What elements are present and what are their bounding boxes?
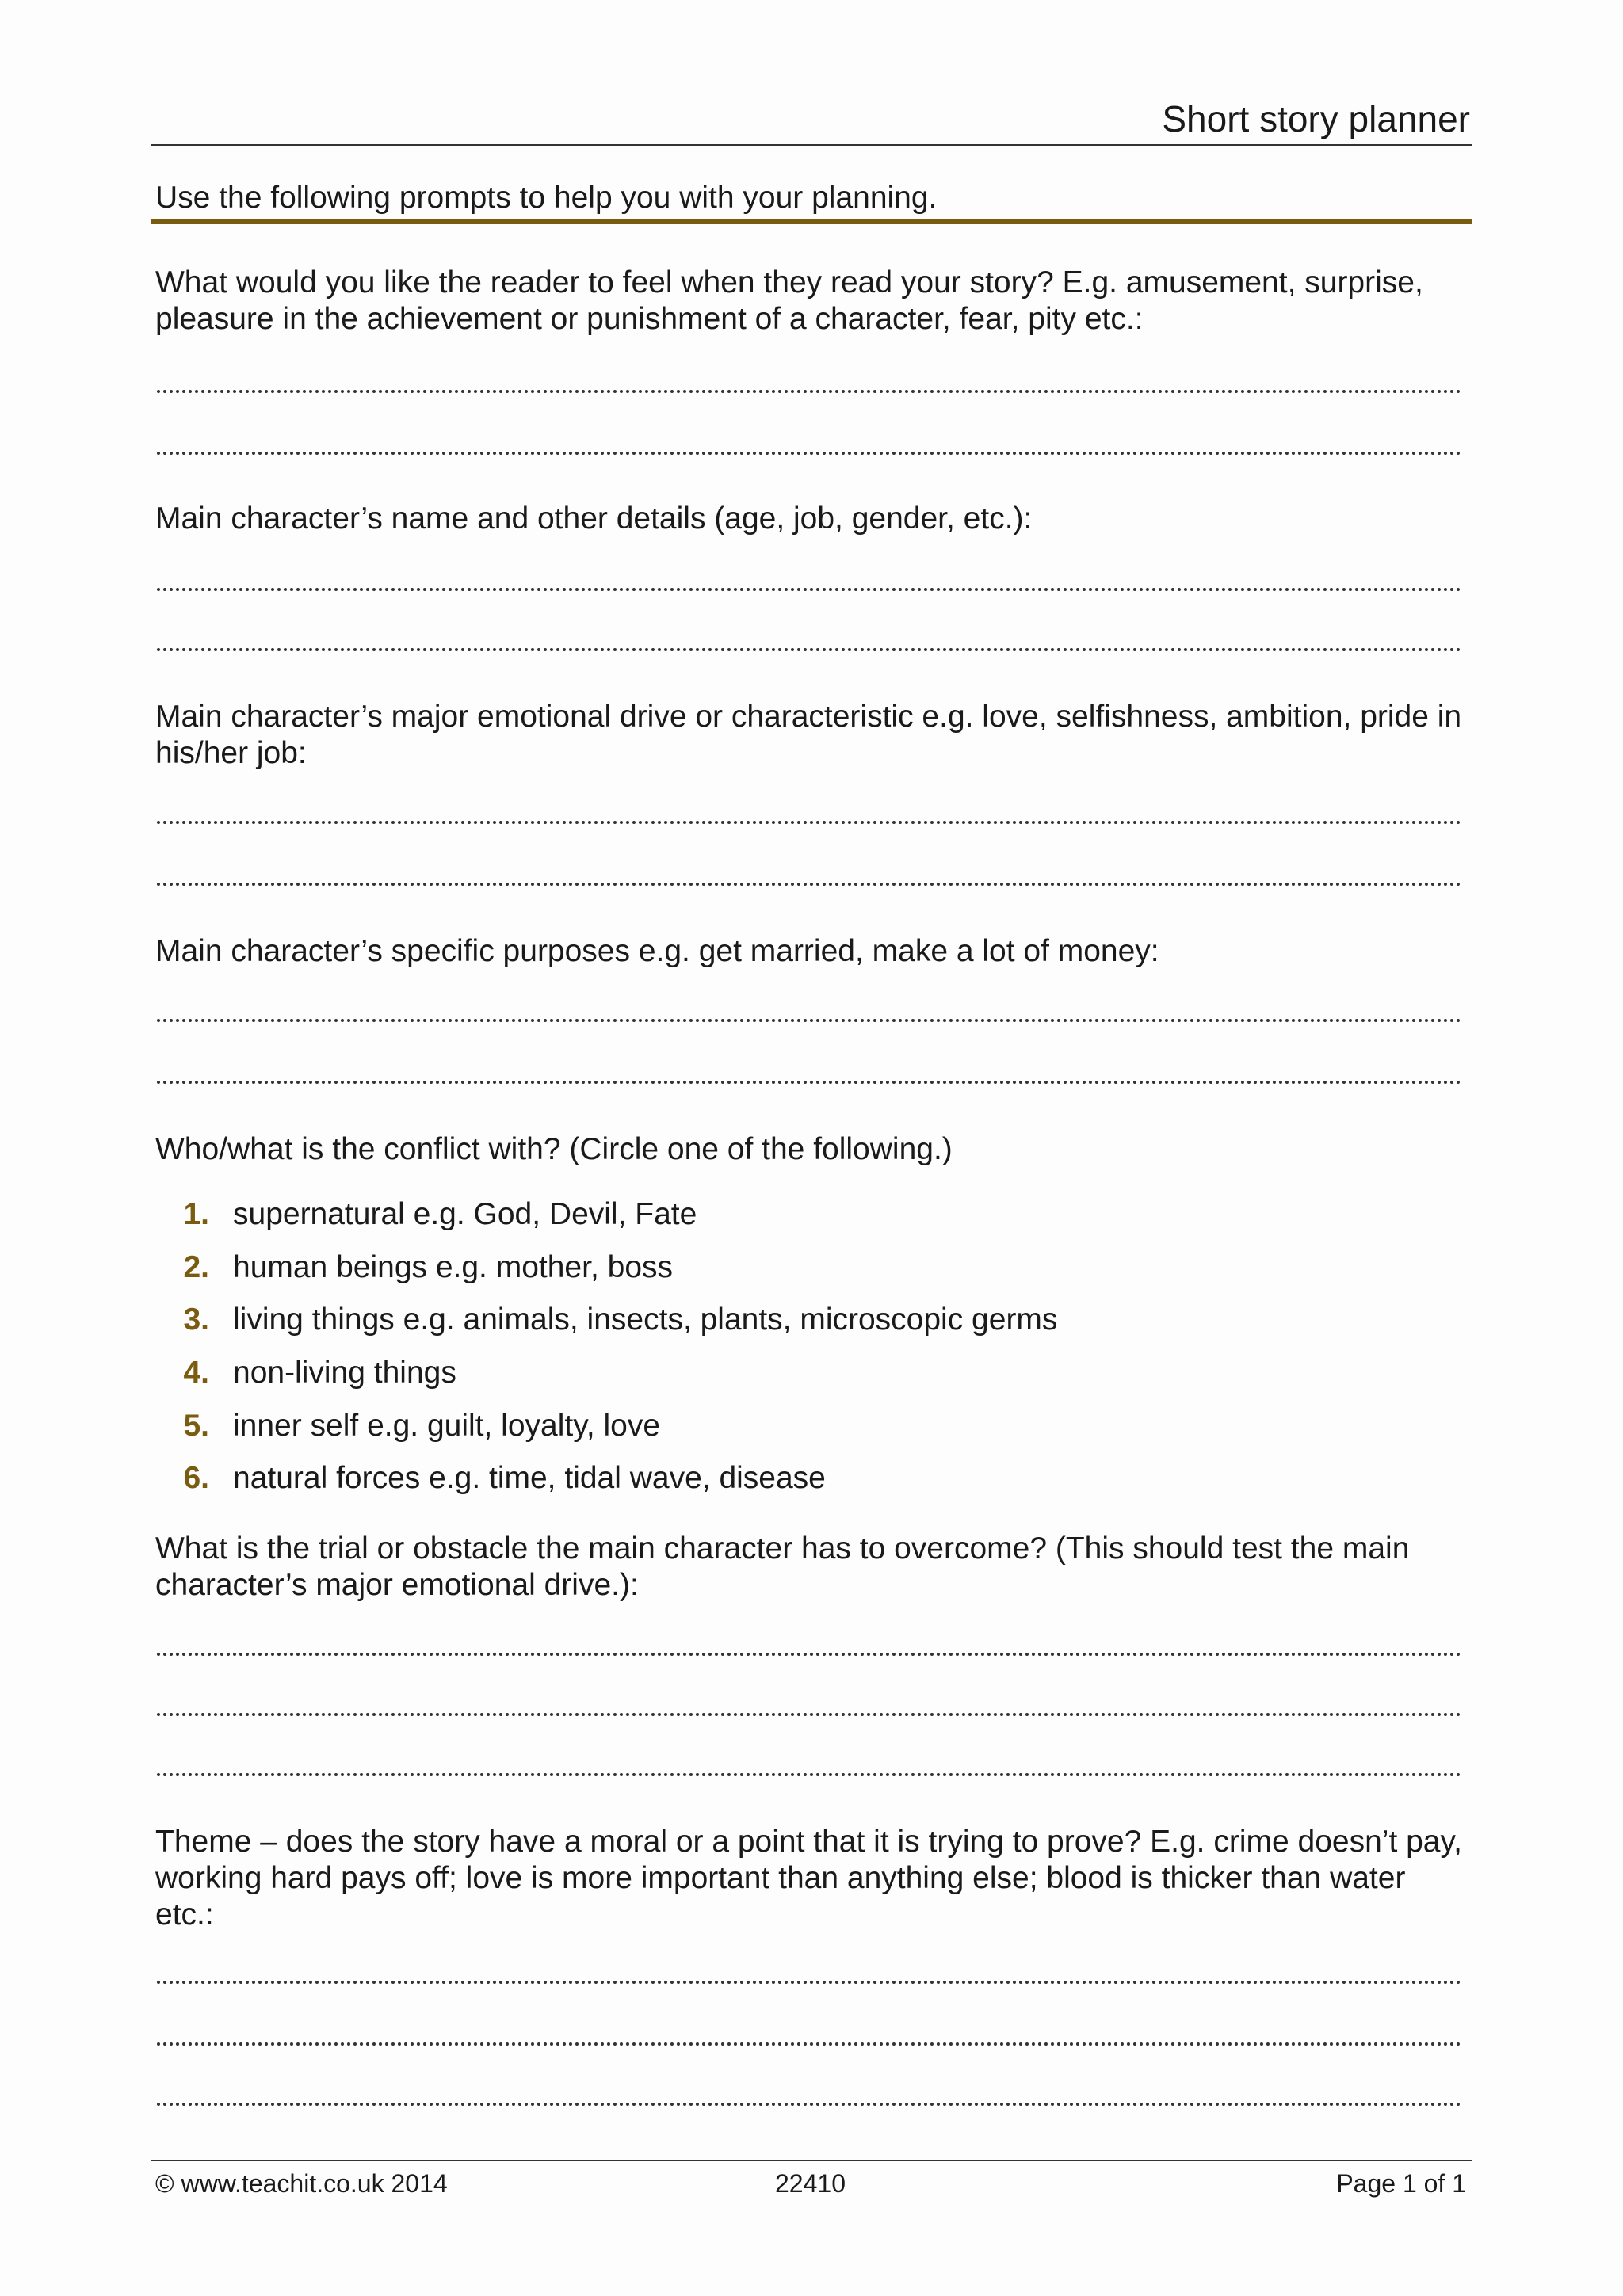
option-text: inner self e.g. guilt, loyalty, love [233, 1408, 661, 1443]
title-divider [151, 144, 1472, 146]
prompt-character-name: Main character’s name and other details (age, job, gender, etc.): [155, 502, 1033, 536]
option-text: supernatural e.g. God, Devil, Fate [233, 1197, 697, 1232]
prompt-theme: Theme – does the story have a moral or a point that it is trying to prove? E.g. crime doesn’t pay, working hard pays off; love is more important than anything else; blood is thicker than water etc.: [155, 1825, 1462, 1932]
conflict-option[interactable] [155, 1399, 1423, 1452]
answer-line[interactable] [157, 2103, 1461, 2106]
answer-line[interactable] [157, 390, 1461, 393]
answer-line[interactable] [157, 588, 1461, 591]
footer-copyright: © www.teachit.co.uk 2014 [155, 2169, 448, 2198]
page-title: Short story planner [1162, 98, 1470, 139]
answer-line[interactable] [157, 883, 1461, 886]
option-number: 5. [183, 1408, 209, 1443]
option-number: 6. [183, 1461, 209, 1496]
accent-divider [151, 219, 1472, 224]
option-text: human beings e.g. mother, boss [233, 1249, 674, 1284]
conflict-option[interactable] [155, 1452, 1423, 1505]
prompt-conflict: Who/what is the conflict with? (Circle one of the following.) [155, 1132, 953, 1166]
footer-code: 22410 [775, 2169, 846, 2198]
conflict-option[interactable] [155, 1241, 1423, 1295]
footer-page-number: Page 1 of 1 [1336, 2169, 1466, 2198]
prompt-trial: What is the trial or obstacle the main character has to overcome? (This should test the main character’s major emotional drive.): [155, 1531, 1410, 1602]
answer-line[interactable] [157, 1981, 1461, 1984]
answer-line[interactable] [157, 821, 1461, 824]
answer-line[interactable] [157, 2042, 1461, 2046]
conflict-option[interactable] [155, 1188, 1423, 1241]
option-text: living things e.g. animals, insects, plants, microscopic germs [233, 1302, 1058, 1337]
prompt-purposes: Main character’s specific purposes e.g. get married, make a lot of money: [155, 934, 1159, 968]
option-number: 4. [183, 1356, 209, 1390]
footer-divider [151, 2160, 1472, 2161]
conflict-option[interactable] [155, 1347, 1423, 1400]
answer-line[interactable] [157, 1081, 1461, 1084]
prompt-emotional-drive: Main character’s major emotional drive or characteristic e.g. love, selfishness, ambition, pride in his/her job: [155, 700, 1462, 770]
option-text: non-living things [233, 1356, 456, 1390]
conflict-option[interactable] [155, 1294, 1423, 1347]
option-text: natural forces e.g. time, tidal wave, disease [233, 1461, 826, 1496]
answer-line[interactable] [157, 648, 1461, 651]
prompt-reader-feel: What would you like the reader to feel when they read your story? E.g. amusement, surprise, pleasure in the achievement or punishment of a character, fear, pity etc.: [155, 265, 1423, 336]
answer-line[interactable] [157, 452, 1461, 455]
intro-text: Use the following prompts to help you with your planning. [155, 181, 938, 215]
answer-line[interactable] [157, 1713, 1461, 1716]
conflict-options-list [155, 1188, 1423, 1505]
answer-line[interactable] [157, 1653, 1461, 1656]
answer-line[interactable] [157, 1019, 1461, 1022]
answer-line[interactable] [157, 1773, 1461, 1776]
option-number: 1. [183, 1197, 209, 1232]
option-number: 3. [183, 1302, 209, 1337]
option-number: 2. [183, 1249, 209, 1284]
